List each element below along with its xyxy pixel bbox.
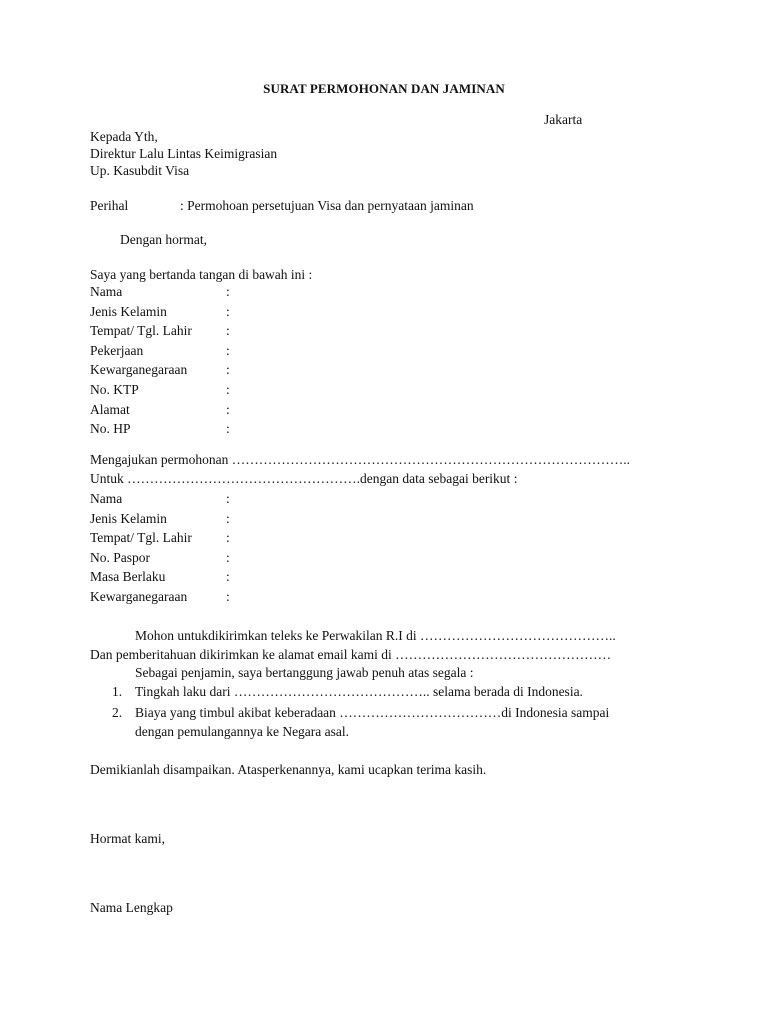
field-colon: : [226, 530, 230, 546]
field-colon: : [226, 401, 230, 417]
sponsor-field-row [90, 341, 390, 361]
item-number: 1. [112, 684, 123, 699]
field-label: Nama [90, 491, 123, 506]
field-colon: : [226, 342, 230, 358]
field-label: Pekerjaan [90, 342, 144, 358]
sponsor-field-row [90, 360, 390, 380]
recipient-line-2: Direktur Lalu Lintas Keimigrasian [90, 146, 278, 161]
sponsor-field-row [90, 282, 390, 302]
item-text: Biaya yang timbul akibat keberadaan ………………………………di Indonesia sampai [135, 705, 610, 720]
field-label: No. KTP [90, 381, 139, 397]
field-colon: : [226, 362, 230, 378]
recipient-line-3: Up. Kasubdit Visa [90, 163, 190, 178]
field-colon: : [226, 284, 230, 299]
guarantee-intro: Sebagai penjamin, saya bertanggung jawab penuh atas segala : [135, 665, 474, 680]
sponsor-field-row [90, 380, 390, 400]
field-colon: : [226, 381, 230, 397]
telex-line: Mohon untukdikirimkan teleks ke Perwakilan R.I di …………………………………….. [135, 628, 616, 643]
subject-label: Perihal [90, 198, 129, 213]
sponsor-field-row [90, 400, 390, 420]
field-colon: : [226, 569, 230, 585]
applicant-field-row [90, 528, 390, 548]
recipient-line-1: Kepada Yth, [90, 129, 158, 144]
field-label: Jenis Kelamin [90, 510, 167, 526]
field-colon: : [226, 421, 230, 437]
sponsor-fields [90, 282, 390, 439]
subject-value: : Permohoan persetujuan Visa dan pernyataan jaminan [180, 198, 474, 213]
email-line: Dan pemberitahuan dikirimkan ke alamat email kami di ………………………………………… [90, 647, 612, 662]
regards: Hormat kami, [90, 831, 165, 846]
applicant-field-row [90, 509, 390, 529]
field-label: No. HP [90, 421, 131, 437]
applicant-field-row [90, 587, 390, 607]
signature-name: Nama Lengkap [90, 900, 173, 915]
item-number: 2. [112, 705, 123, 720]
applicant-field-row [90, 489, 390, 509]
field-colon: : [226, 303, 230, 319]
field-label: No. Paspor [90, 549, 150, 565]
field-label: Kewarganegaraan [90, 362, 188, 378]
field-label: Alamat [90, 401, 130, 417]
intro-line: Saya yang bertanda tangan di bawah ini : [90, 267, 313, 282]
for-line: Untuk …………………………………………….dengan data sebagai berikut : [90, 471, 518, 486]
closing-line: Demikianlah disampaikan. Atasperkenannya, kami ucapkan terima kasih. [90, 762, 487, 777]
sponsor-field-row [90, 321, 390, 341]
field-colon: : [226, 491, 230, 506]
field-label: Masa Berlaku [90, 569, 166, 585]
request-line: Mengajukan permohonan …………………………………………………………………………….. [90, 452, 630, 467]
sponsor-field-row [90, 419, 390, 439]
field-label: Jenis Kelamin [90, 303, 167, 319]
sponsor-field-row [90, 302, 390, 322]
applicant-fields [90, 489, 390, 607]
field-label: Nama [90, 284, 123, 299]
field-colon: : [226, 323, 230, 339]
letter-city: Jakarta [544, 112, 583, 127]
field-colon: : [226, 588, 230, 604]
letter-title: SURAT PERMOHONAN DAN JAMINAN [263, 81, 505, 96]
field-label: Tempat/ Tgl. Lahir [90, 323, 192, 339]
field-colon: : [226, 510, 230, 526]
greeting: Dengan hormat, [120, 232, 207, 247]
applicant-field-row [90, 567, 390, 587]
field-colon: : [226, 549, 230, 565]
applicant-field-row [90, 548, 390, 568]
item-text: Tingkah laku dari …………………………………….. selama berada di Indonesia. [135, 684, 583, 699]
guarantee-item-continuation: dengan pemulangannya ke Negara asal. [135, 724, 350, 739]
field-label: Kewarganegaraan [90, 588, 188, 604]
field-label: Tempat/ Tgl. Lahir [90, 530, 192, 546]
